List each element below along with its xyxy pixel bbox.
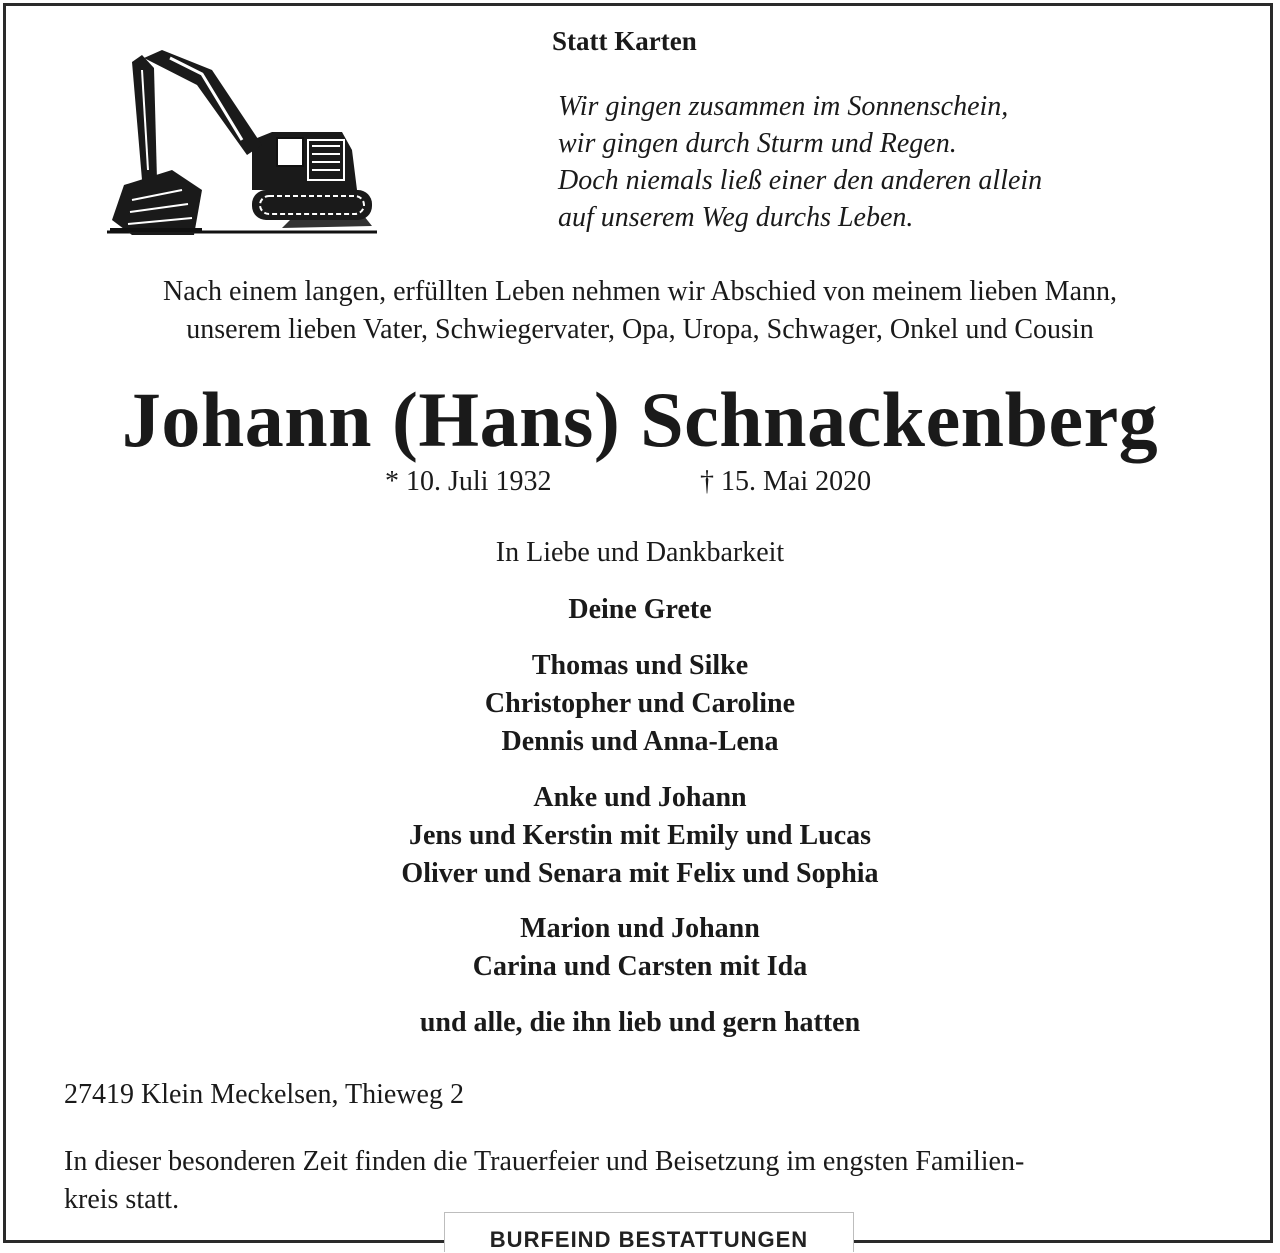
deceased-name: Johann (Hans) Schnackenberg — [121, 376, 1159, 463]
spouse-name: Deine Grete — [568, 594, 712, 625]
family-line: Dennis und Anna-Lena — [501, 726, 779, 757]
family-group-3 — [0, 910, 1280, 986]
family-line: Christopher und Caroline — [484, 688, 796, 719]
excavator-icon — [102, 40, 382, 240]
birth-date: * 10. Juli 1932 — [385, 466, 552, 497]
family-line: Oliver und Senara mit Felix und Sophia — [401, 858, 879, 889]
death-date: † 15. Mai 2020 — [700, 466, 872, 497]
gratitude-line: In Liebe und Dankbarkeit — [495, 537, 785, 568]
family-line: Thomas und Silke — [531, 650, 749, 681]
intro-line: Nach einem langen, erfüllten Leben nehmen wir Abschied von meinem lieben Mann, — [162, 276, 1118, 307]
note-line: In dieser besonderen Zeit finden die Trauerfeier und Beisetzung im engsten Familien- — [64, 1146, 1025, 1177]
intro-text — [0, 273, 1280, 349]
family-line: Marion und Johann — [520, 913, 760, 944]
funeral-note — [64, 1143, 1224, 1219]
header-statt-karten: Statt Karten — [552, 26, 697, 56]
family-group-1 — [0, 647, 1280, 761]
poem-line: wir gingen durch Sturm und Regen. — [558, 128, 957, 159]
poem-line: Wir gingen zusammen im Sonnenschein, — [558, 91, 1009, 122]
poem — [558, 88, 1042, 236]
address: 27419 Klein Meckelsen, Thieweg 2 — [64, 1079, 464, 1110]
note-line: kreis statt. — [64, 1184, 180, 1215]
family-line: Jens und Kerstin mit Emily und Lucas — [408, 820, 872, 851]
family-group-2 — [0, 779, 1280, 893]
poem-line: auf unserem Weg durchs Leben. — [558, 202, 914, 233]
intro-line: unserem lieben Vater, Schwiegervater, Opa, Uropa, Schwager, Onkel und Cousin — [186, 314, 1094, 345]
closing-line: und alle, die ihn lieb und gern hatten — [419, 1007, 861, 1038]
family-line: Anke und Johann — [533, 782, 747, 813]
funeral-home-logo: BURFEIND BESTATTUNGEN — [444, 1212, 854, 1252]
poem-line: Doch niemals ließ einer den anderen allein — [558, 165, 1043, 196]
family-line: Carina und Carsten mit Ida — [472, 951, 808, 982]
